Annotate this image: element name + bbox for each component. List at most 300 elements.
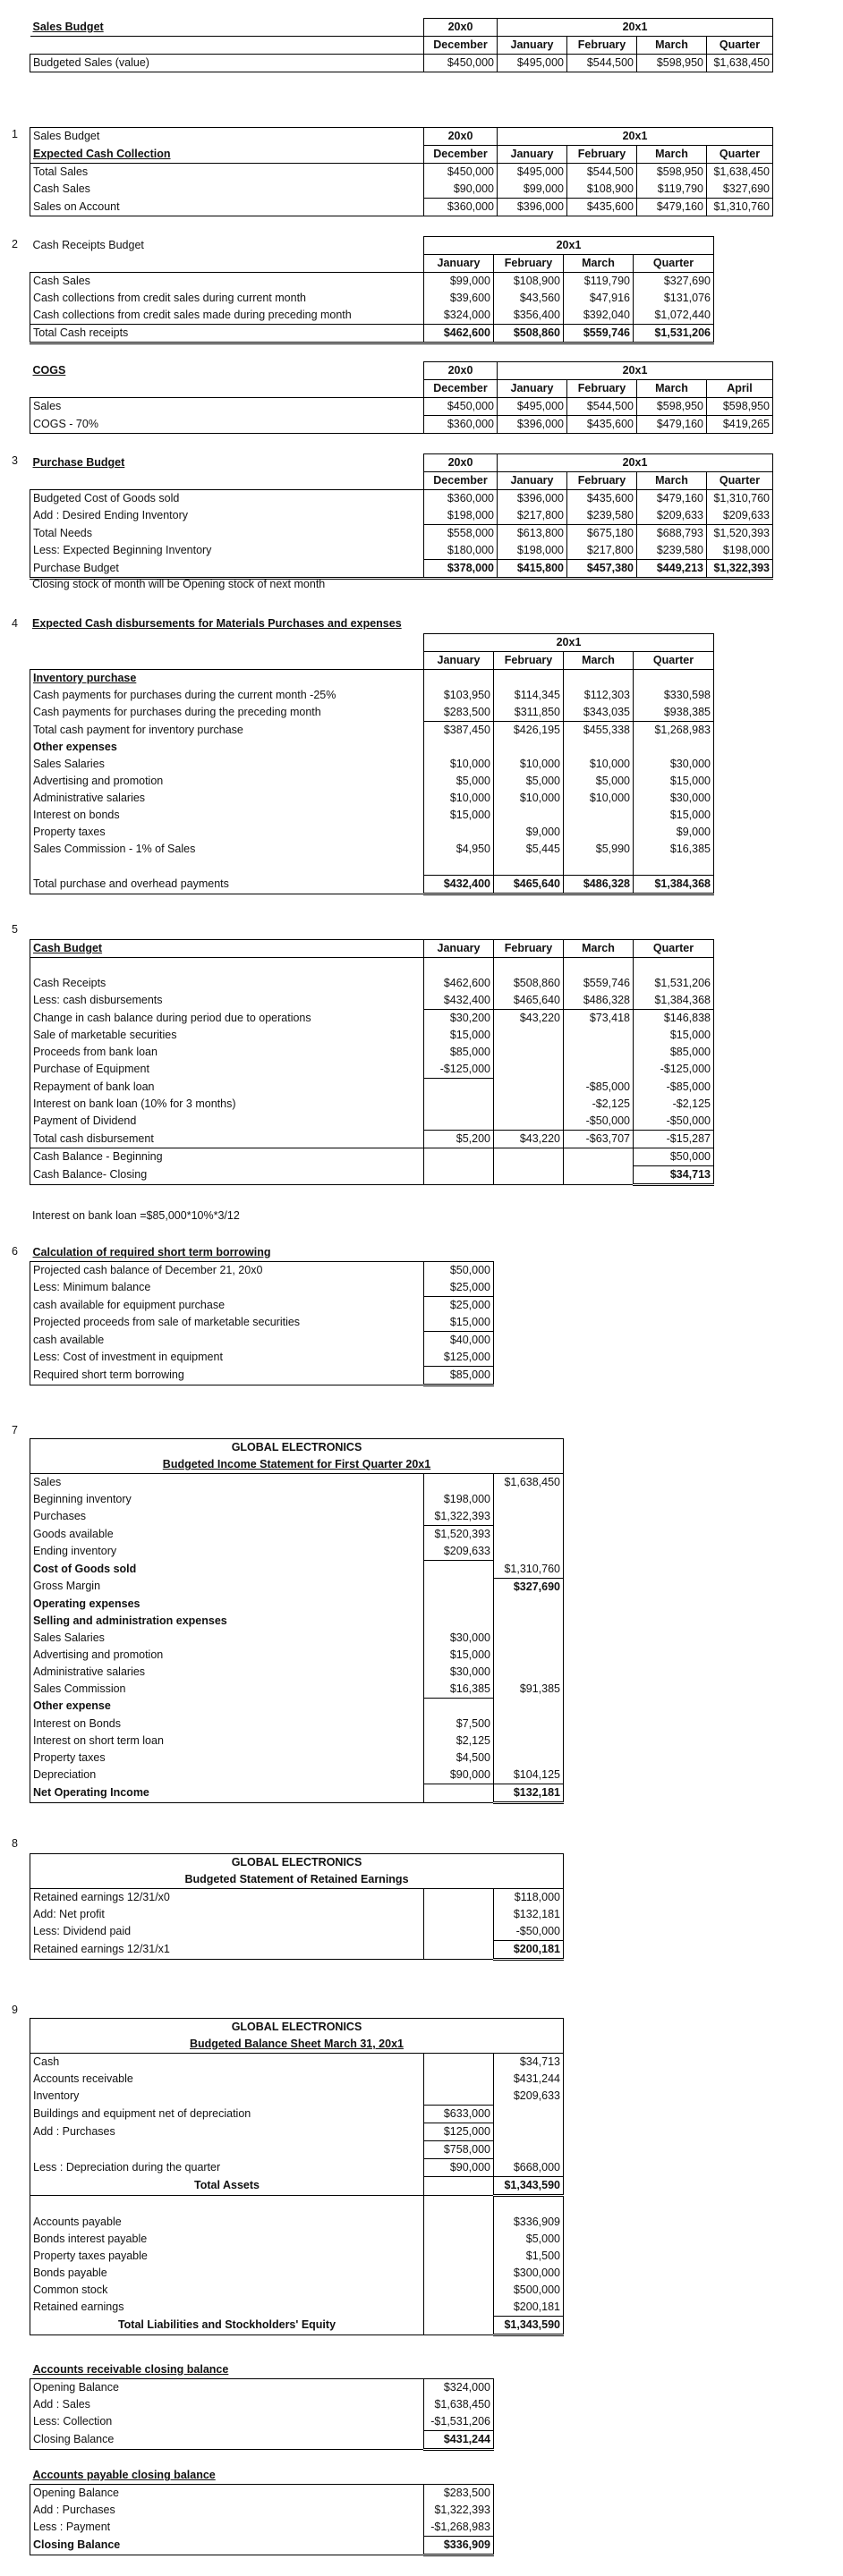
cash-disbursements-table	[30, 633, 714, 895]
month-header: December	[424, 472, 498, 490]
cell: $180,000	[424, 542, 498, 560]
row-label: Less : Depreciation during the quarter	[30, 2159, 424, 2177]
table-row	[30, 1664, 564, 1681]
cell: -$15,287	[634, 1131, 714, 1148]
cell	[494, 1647, 564, 1664]
table-row	[30, 975, 714, 992]
cell: $356,400	[494, 307, 564, 325]
cell	[564, 824, 634, 841]
cell: $300,000	[494, 2265, 564, 2282]
cell	[424, 1698, 494, 1716]
row-label: Cash Balance - Beginning	[30, 1148, 424, 1166]
cell	[494, 1148, 564, 1166]
cell: $47,916	[564, 290, 634, 307]
cell: $360,000	[424, 199, 498, 216]
month-header: February	[494, 940, 564, 958]
cell: $10,000	[564, 790, 634, 807]
section8-block	[30, 1853, 564, 1961]
cell: $450,000	[424, 55, 498, 72]
table-row	[30, 1148, 714, 1166]
section1-subtitle: Expected Cash Collection	[30, 146, 424, 164]
cell: $16,385	[424, 1681, 494, 1699]
row-label: COGS - 70%	[30, 416, 424, 434]
cell: $9,000	[634, 824, 714, 841]
cell: $217,800	[498, 507, 567, 525]
row-label: Other expense	[30, 1698, 424, 1716]
cell: $1,322,393	[707, 560, 773, 579]
year0-header: 20x0	[424, 362, 498, 380]
year1-header: 20x1	[498, 454, 773, 472]
month-header: December	[424, 380, 498, 398]
cell: $1,384,368	[634, 876, 714, 894]
row-label: Cost of Goods sold	[30, 1561, 424, 1579]
row-label: Change in cash balance during period due to operations	[30, 1010, 424, 1028]
table-row	[30, 2123, 564, 2141]
statement-title: Budgeted Statement of Retained Earnings	[30, 1871, 564, 1889]
cell: $613,800	[498, 525, 567, 543]
table-row	[30, 2485, 494, 2503]
cell: $392,040	[564, 307, 634, 325]
row-label: Interest on Bonds	[30, 1716, 424, 1733]
section-number: 1	[12, 128, 18, 140]
month-header: Quarter	[634, 255, 714, 273]
inventory-heading: Inventory purchase	[30, 670, 424, 688]
cell: $327,690	[634, 273, 714, 291]
table-row	[30, 1716, 564, 1733]
cell: $30,200	[424, 1010, 494, 1028]
cell: $15,000	[634, 807, 714, 824]
row-label: Sales Commission	[30, 1681, 424, 1699]
sales-budget-table-block	[30, 18, 773, 72]
cell	[494, 807, 564, 824]
cell: $5,445	[494, 841, 564, 858]
cell	[494, 2106, 564, 2123]
row-label: Ending inventory	[30, 1543, 424, 1561]
cell: $336,909	[494, 2214, 564, 2231]
company-name: GLOBAL ELECTRONICS	[30, 2019, 564, 2037]
row-label: Purchase Budget	[30, 560, 424, 579]
cell: $544,500	[567, 55, 637, 72]
row-label: Cash collections from credit sales made during preceding month	[30, 307, 424, 325]
cell: $455,338	[564, 722, 634, 740]
cell: $5,200	[424, 1131, 494, 1148]
cell: $9,000	[494, 824, 564, 841]
cell: $343,035	[564, 704, 634, 722]
cell: $99,000	[424, 273, 494, 291]
year0-header: 20x0	[424, 19, 498, 37]
month-header: March	[564, 652, 634, 670]
table-row	[30, 1578, 564, 1596]
table-row	[30, 1596, 564, 1613]
cell: $209,633	[494, 2088, 564, 2106]
ar-closing-block	[30, 2361, 494, 2451]
month-header: March	[637, 146, 707, 164]
month-header: February	[494, 652, 564, 670]
cell: $1,310,760	[494, 1561, 564, 1579]
row-label: Sales Salaries	[30, 1630, 424, 1647]
table-row	[30, 1750, 564, 1767]
row-label: cash available for equipment purchase	[30, 1297, 424, 1315]
cell	[424, 1784, 494, 1802]
cell: -$50,000	[634, 1113, 714, 1131]
row-label: Bonds payable	[30, 2265, 424, 2282]
table-row	[30, 1010, 714, 1028]
table-row	[30, 790, 714, 807]
cell	[424, 1166, 494, 1185]
table-row	[30, 2141, 564, 2159]
row-label: Required short term borrowing	[30, 1367, 424, 1385]
table-row	[30, 1367, 494, 1385]
table-row	[30, 2502, 494, 2519]
row-label: Opening Balance	[30, 2379, 424, 2397]
cell: $125,000	[424, 2123, 494, 2141]
cell: $40,000	[424, 1332, 494, 1350]
table-row	[30, 2177, 564, 2196]
closing-stock-note: Closing stock of month will be Opening stock of next month	[32, 578, 326, 590]
year1-header: 20x1	[498, 19, 773, 37]
section6-block	[30, 1244, 494, 1386]
row-label: Sales	[30, 398, 424, 416]
cell: $1,531,206	[634, 325, 714, 343]
table-row	[30, 773, 714, 790]
row-label: Sales Commission - 1% of Sales	[30, 841, 424, 858]
cell: $239,580	[637, 542, 707, 560]
cell	[494, 1044, 564, 1061]
row-label: Sales on Account	[30, 199, 424, 216]
cell: $1,310,760	[707, 199, 773, 216]
cell	[494, 1698, 564, 1716]
section1-block	[30, 127, 773, 216]
row-label: Cash collections from credit sales during current month	[30, 290, 424, 307]
table-row	[30, 1166, 714, 1185]
cell	[494, 1716, 564, 1733]
year1-header: 20x1	[498, 128, 773, 146]
table-row	[30, 1314, 494, 1332]
cell: $495,000	[498, 55, 567, 72]
table-row	[30, 542, 773, 560]
table-row	[30, 1767, 564, 1784]
month-header: Quarter	[707, 472, 773, 490]
cogs-table	[30, 361, 773, 434]
cell: $85,000	[424, 1044, 494, 1061]
cell: $1,384,368	[634, 992, 714, 1010]
cell: $360,000	[424, 490, 498, 508]
year1-header: 20x1	[498, 362, 773, 380]
cell	[494, 1526, 564, 1544]
cell	[424, 2054, 494, 2072]
cell	[494, 1166, 564, 1185]
row-label: Closing Balance	[30, 2537, 424, 2555]
row-label: Add : Purchases	[30, 2123, 424, 2141]
table-row	[30, 290, 714, 307]
month-header: January	[424, 652, 494, 670]
row-label: Total cash disbursement	[30, 1131, 424, 1148]
cell: $495,000	[498, 164, 567, 182]
row-label: Interest on bonds	[30, 807, 424, 824]
cell: $1,500	[494, 2248, 564, 2265]
cell: $85,000	[424, 1367, 494, 1385]
cell: $486,328	[564, 876, 634, 894]
row-label: Advertising and promotion	[30, 1647, 424, 1664]
table-row	[30, 2054, 564, 2072]
cell: $432,400	[424, 992, 494, 1010]
cell: $200,181	[494, 2299, 564, 2317]
table-row	[30, 1079, 714, 1097]
section3-title: Purchase Budget	[32, 456, 125, 469]
section1-title: Sales Budget	[30, 128, 424, 146]
row-label: Total Cash receipts	[30, 325, 424, 343]
row-label: Net Operating Income	[30, 1784, 424, 1802]
total-liabilities-label: Total Liabilities and Stockholders' Equity	[30, 2317, 424, 2335]
table-row	[30, 1733, 564, 1750]
cell	[494, 1750, 564, 1767]
cell: $396,000	[498, 199, 567, 216]
table-row	[30, 2265, 564, 2282]
sales-budget-title: Sales Budget	[32, 20, 104, 33]
table-row	[30, 2379, 494, 2397]
cell	[494, 1613, 564, 1630]
month-header: December	[424, 37, 498, 55]
row-label: Less: Collection	[30, 2413, 424, 2431]
cell: $336,909	[424, 2537, 494, 2555]
cell: $50,000	[634, 1148, 714, 1166]
cell: $34,713	[634, 1166, 714, 1185]
month-header: Quarter	[707, 37, 773, 55]
table-row	[30, 1113, 714, 1131]
cell: $15,000	[424, 1027, 494, 1044]
row-label: Administrative salaries	[30, 1664, 424, 1681]
row-label: Property taxes payable	[30, 2248, 424, 2265]
table-row	[30, 181, 773, 199]
cell	[494, 1079, 564, 1097]
month-header: January	[424, 255, 494, 273]
row-label: Advertising and promotion	[30, 773, 424, 790]
table-row	[30, 1044, 714, 1061]
cell: $30,000	[634, 756, 714, 773]
section5-title: Cash Budget	[30, 940, 424, 958]
year0-header: 20x0	[424, 454, 498, 472]
table-row	[30, 273, 714, 291]
cell	[494, 2123, 564, 2141]
table-row	[30, 1647, 564, 1664]
cash-receipts-table	[30, 236, 714, 344]
row-label: Budgeted Sales (value)	[30, 55, 424, 72]
table-row	[30, 824, 714, 841]
row-label: Goods available	[30, 1526, 424, 1544]
cell: $114,345	[494, 687, 564, 704]
sales-budget-table	[30, 18, 773, 72]
cell: $378,000	[424, 560, 498, 579]
cell	[564, 1061, 634, 1079]
cell: $4,950	[424, 841, 494, 858]
table-row	[30, 1474, 564, 1492]
cell: $435,600	[567, 490, 637, 508]
section3-block	[30, 453, 773, 580]
short-term-borrowing-table	[30, 1244, 494, 1386]
company-name: GLOBAL ELECTRONICS	[30, 1439, 564, 1457]
cell: $327,690	[494, 1578, 564, 1596]
cell: $479,160	[637, 416, 707, 434]
cogs-block	[30, 361, 773, 434]
cell: $10,000	[564, 756, 634, 773]
row-label: Add: Net profit	[30, 1906, 424, 1923]
cell	[564, 1148, 634, 1166]
interest-note: Interest on bank loan =$85,000*10%*3/12	[32, 1209, 240, 1222]
cell: -$85,000	[634, 1079, 714, 1097]
cell: -$85,000	[564, 1079, 634, 1097]
row-label: Accounts receivable	[30, 2071, 424, 2088]
cell: $544,500	[567, 164, 637, 182]
cell: $450,000	[424, 398, 498, 416]
total-assets-label: Total Assets	[30, 2177, 424, 2196]
row-label: Projected proceeds from sale of marketable securities	[30, 1314, 424, 1332]
cell: $5,000	[494, 773, 564, 790]
row-label: Sales Salaries	[30, 756, 424, 773]
cell: $330,598	[634, 687, 714, 704]
cell: $90,000	[424, 2159, 494, 2177]
row-label: Cash payments for purchases during the current month -25%	[30, 687, 424, 704]
table-row	[30, 1061, 714, 1079]
cell	[494, 2141, 564, 2159]
cell: -$125,000	[424, 1061, 494, 1079]
cell: $39,600	[424, 290, 494, 307]
ap-closing-block	[30, 2467, 494, 2556]
section6-title: Calculation of required short term borrowing	[32, 1246, 271, 1258]
table-row	[30, 199, 773, 216]
row-label: Purchases	[30, 1508, 424, 1526]
row-label: Bonds interest payable	[30, 2231, 424, 2248]
table-row	[30, 2317, 564, 2335]
cell: $125,000	[424, 1349, 494, 1367]
cell: $209,633	[637, 507, 707, 525]
row-label: Operating expenses	[30, 1596, 424, 1613]
row-label: Cash payments for purchases during the preceding month	[30, 704, 424, 722]
cell: -$50,000	[494, 1923, 564, 1941]
cell: $15,000	[424, 1647, 494, 1664]
row-label: Add : Purchases	[30, 2502, 424, 2519]
total-liabilities-value: $1,343,590	[494, 2317, 564, 2335]
table-row	[30, 2299, 564, 2317]
cell: $486,328	[564, 992, 634, 1010]
cell: $435,600	[567, 416, 637, 434]
month-header: February	[567, 37, 637, 55]
cell: $50,000	[424, 1262, 494, 1280]
table-row	[30, 164, 773, 182]
table-row	[30, 307, 714, 325]
table-row	[30, 1297, 494, 1315]
table-row	[30, 1131, 714, 1148]
row-label: Add : Desired Ending Inventory	[30, 507, 424, 525]
table-row	[30, 2537, 494, 2555]
cell: $633,000	[424, 2106, 494, 2123]
row-label: Cash Sales	[30, 181, 424, 199]
row-label: Sales	[30, 1474, 424, 1492]
cell	[494, 1733, 564, 1750]
table-row	[30, 1630, 564, 1647]
row-label: Beginning inventory	[30, 1491, 424, 1508]
cell: $462,600	[424, 325, 494, 343]
table-row	[30, 2214, 564, 2231]
table-row	[30, 560, 773, 579]
cell: $4,500	[424, 1750, 494, 1767]
cell: -$63,707	[564, 1131, 634, 1148]
purchase-budget-table	[30, 453, 773, 580]
cell: $1,322,393	[424, 1508, 494, 1526]
month-header: March	[637, 37, 707, 55]
row-label: Retained earnings	[30, 2299, 424, 2317]
row-label: Closing Balance	[30, 2431, 424, 2450]
retained-earnings-table	[30, 1853, 564, 1961]
table-row	[30, 2159, 564, 2177]
row-label: Common stock	[30, 2282, 424, 2299]
cell	[564, 1044, 634, 1061]
cell: $426,195	[494, 722, 564, 740]
cell: $668,000	[494, 2159, 564, 2177]
month-header: January	[498, 472, 567, 490]
section7-block	[30, 1438, 564, 1804]
cell: $598,950	[637, 398, 707, 416]
section4-block	[30, 633, 714, 895]
cell: $209,633	[707, 507, 773, 525]
table-row	[30, 704, 714, 722]
cell: $198,000	[424, 507, 498, 525]
cell: $90,000	[424, 181, 498, 199]
table-row	[30, 1941, 564, 1960]
other-expenses-heading: Other expenses	[30, 739, 424, 756]
table-row	[30, 1784, 564, 1802]
section-number: 6	[12, 1245, 18, 1258]
cell: -$2,125	[634, 1096, 714, 1113]
row-label: Repayment of bank loan	[30, 1079, 424, 1097]
table-row	[30, 325, 714, 343]
row-label: Payment of Dividend	[30, 1113, 424, 1131]
row-label: Projected cash balance of December 21, 20x0	[30, 1262, 424, 1280]
section-number: 2	[12, 238, 18, 250]
table-row	[30, 1681, 564, 1699]
cell: $324,000	[424, 307, 494, 325]
cell	[494, 1491, 564, 1508]
month-header: March	[564, 940, 634, 958]
cell: $396,000	[498, 490, 567, 508]
row-label: Cash Receipts	[30, 975, 424, 992]
row-label: Property taxes	[30, 824, 424, 841]
row-label: Less: Cost of investment in equipment	[30, 1349, 424, 1367]
cell: $1,520,393	[424, 1526, 494, 1544]
cell: $495,000	[498, 398, 567, 416]
table-row	[30, 2088, 564, 2106]
cell	[494, 1096, 564, 1113]
row-label: Sale of marketable securities	[30, 1027, 424, 1044]
cell: $25,000	[424, 1279, 494, 1297]
ar-closing-table	[30, 2361, 494, 2451]
cell: $559,746	[564, 325, 634, 343]
cogs-title: COGS	[32, 364, 66, 377]
table-row	[30, 1923, 564, 1941]
cell: $387,450	[424, 722, 494, 740]
table-row	[30, 992, 714, 1010]
cell: $558,000	[424, 525, 498, 543]
cell: $598,950	[707, 398, 773, 416]
cell: $239,580	[567, 507, 637, 525]
table-row	[30, 398, 773, 416]
table-row	[30, 756, 714, 773]
table-row	[30, 1096, 714, 1113]
cell: $1,638,450	[494, 1474, 564, 1492]
year1-header: 20x1	[424, 237, 714, 255]
section5-block	[30, 939, 714, 1186]
row-label: Add : Sales	[30, 2396, 424, 2413]
year1-header: 20x1	[424, 634, 714, 652]
